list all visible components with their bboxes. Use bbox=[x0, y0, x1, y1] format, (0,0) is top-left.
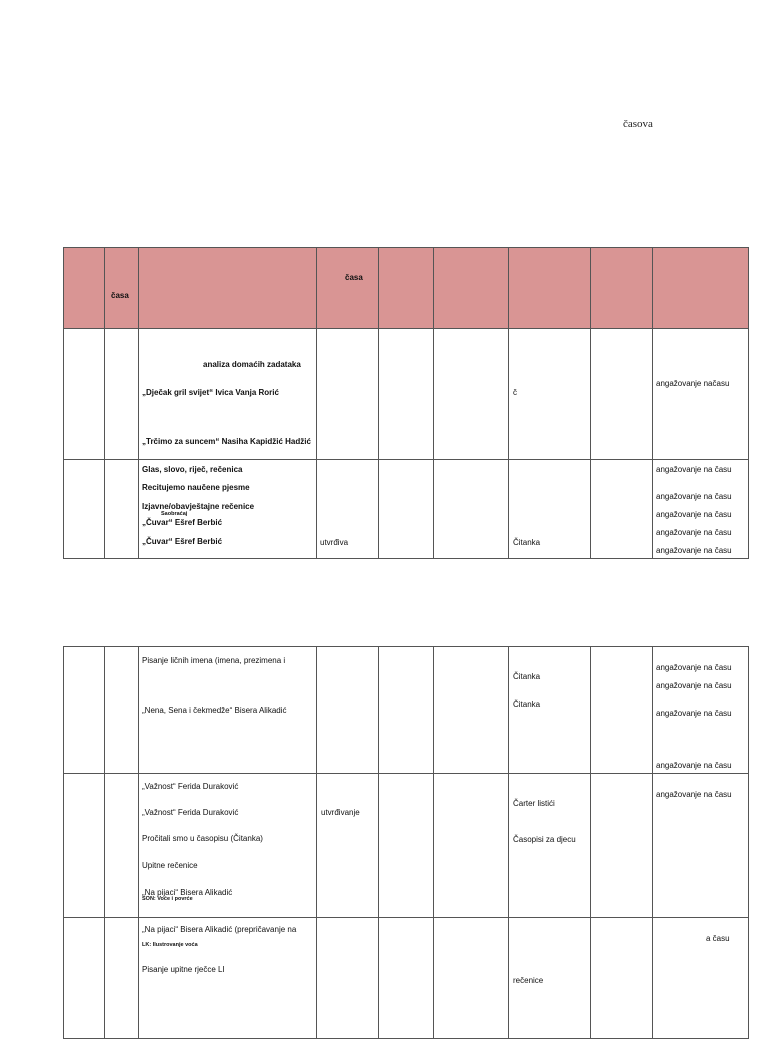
engagement-text: angažovanje na času bbox=[656, 709, 732, 718]
header-cell bbox=[317, 248, 379, 329]
topic-cell bbox=[139, 460, 317, 559]
topic-note: Saobraćaj bbox=[161, 511, 188, 517]
engagement-text: angažovanje na času bbox=[656, 510, 732, 519]
engagement-text: angažovanje na času bbox=[656, 663, 732, 672]
engagement-text: angažovanje načasu bbox=[656, 379, 730, 388]
engagement-text: angažovanje na času bbox=[656, 528, 732, 537]
engagement-cell bbox=[653, 774, 749, 918]
topic-title: Izjavne/obavještajne rečenice bbox=[142, 502, 255, 511]
topic-note: SON: Voće i povrće bbox=[142, 896, 193, 902]
topic-cell bbox=[139, 647, 317, 774]
table-header-row bbox=[64, 248, 749, 329]
resource-cell bbox=[509, 774, 591, 918]
lesson-type: utvrđivanje bbox=[321, 808, 360, 817]
header-cell bbox=[64, 248, 105, 329]
topic-title: „Na pijaci“ Bisera Alikadić bbox=[142, 888, 233, 897]
resource-cell bbox=[509, 329, 591, 460]
header-cell bbox=[591, 248, 653, 329]
topic-title: „Na pijaci“ Bisera Alikadić (prepričavanje na bbox=[142, 925, 297, 934]
topic-title: Upitne rečenice bbox=[142, 861, 198, 870]
topic-title: „Dječak gril svijet“ Ivica Vanja Rorić bbox=[142, 388, 279, 397]
topic-title: „Trčimo za suncem“ Nasiha Kapidžić Hadžić bbox=[142, 437, 311, 446]
lesson-type: utvrđiva bbox=[320, 538, 349, 547]
table-row bbox=[64, 774, 749, 918]
topic-title: „Čuvar“ Ešref Berbić bbox=[142, 518, 223, 527]
engagement-text: angažovanje na času bbox=[656, 681, 732, 690]
table-row bbox=[64, 918, 749, 1039]
resource-text: Čitanka bbox=[513, 538, 541, 547]
header-cell bbox=[434, 248, 509, 329]
engagement-text: a času bbox=[706, 934, 730, 943]
topic-cell bbox=[139, 329, 317, 460]
topic-title: Glas, slovo, riječ, rečenica bbox=[142, 465, 243, 474]
resource-text: Časopisi za djecu bbox=[513, 835, 576, 844]
topic-cell bbox=[139, 774, 317, 918]
engagement-cell bbox=[653, 918, 749, 1039]
resource-cell bbox=[509, 647, 591, 774]
header-cell bbox=[139, 248, 317, 329]
table-row bbox=[64, 329, 749, 460]
resource-text: č bbox=[513, 388, 517, 397]
engagement-cell bbox=[653, 329, 749, 460]
resource-cell bbox=[509, 918, 591, 1039]
engagement-text: angažovanje na času bbox=[656, 465, 732, 474]
header-col4-label: časa bbox=[345, 273, 363, 282]
topic-cell bbox=[139, 918, 317, 1039]
topic-title: „Važnost“ Ferida Duraković bbox=[142, 782, 239, 791]
engagement-text: angažovanje na času bbox=[656, 761, 732, 770]
resource-text: Čitanka bbox=[513, 700, 541, 709]
topic-heading: analiza domaćih zadataka bbox=[203, 360, 301, 369]
topic-title: „Čuvar“ Ešref Berbić bbox=[142, 537, 223, 546]
type-cell bbox=[317, 460, 379, 559]
resource-text: Čarter listići bbox=[513, 799, 555, 808]
header-col2-label: časa bbox=[111, 291, 129, 300]
resource-cell bbox=[509, 460, 591, 559]
lesson-table-2 bbox=[63, 646, 749, 1039]
engagement-text: angažovanje na času bbox=[656, 546, 732, 555]
engagement-cell bbox=[653, 647, 749, 774]
engagement-text: angažovanje na času bbox=[656, 790, 732, 799]
resource-text: rečenice bbox=[513, 976, 544, 985]
topic-title: Recitujemo naučene pjesme bbox=[142, 483, 250, 492]
topic-title: Pisanje ličnih imena (imena, prezimena i bbox=[142, 656, 286, 665]
header-cell bbox=[105, 248, 139, 329]
topic-title: „Nena, Sena i čekmedže“ Bisera Alikadić bbox=[142, 706, 287, 715]
engagement-cell bbox=[653, 460, 749, 559]
type-cell bbox=[317, 774, 379, 918]
table-row bbox=[64, 647, 749, 774]
topic-title: Pročitali smo u časopisu (Čitanka) bbox=[142, 834, 263, 843]
lesson-table-1 bbox=[63, 247, 749, 559]
header-cell bbox=[653, 248, 749, 329]
engagement-text: angažovanje na času bbox=[656, 492, 732, 501]
topic-title: „Važnost“ Ferida Duraković bbox=[142, 808, 239, 817]
header-cell bbox=[379, 248, 434, 329]
resource-text: Čitanka bbox=[513, 672, 541, 681]
page-top-label: časova bbox=[623, 118, 653, 130]
table-row bbox=[64, 460, 749, 559]
topic-title: Pisanje upitne rječce LI bbox=[142, 965, 225, 974]
header-cell bbox=[509, 248, 591, 329]
topic-note: LK: Ilustrovanje voća bbox=[142, 942, 198, 948]
